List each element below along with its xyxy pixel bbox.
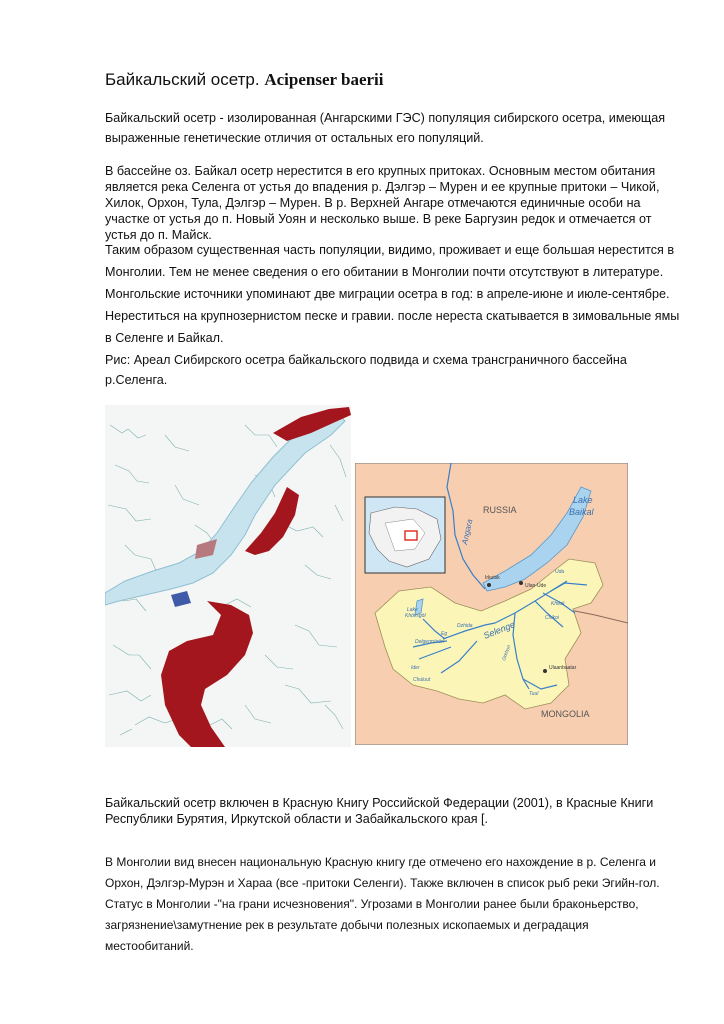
label-khilok: Khilok [551, 601, 565, 607]
label-delgermoron: Delgermörön [415, 639, 444, 645]
page-title [105, 70, 384, 90]
label-lake-baikal-2: Baikal [569, 507, 594, 517]
irkutsk-marker [487, 583, 491, 587]
selenga-basin-map [355, 463, 628, 745]
ulan-ude-marker [519, 581, 523, 585]
label-uda: Uda [555, 569, 565, 575]
title-main: Байкальский осетр. [105, 70, 265, 89]
label-lake-khovsgol-1: Lake [407, 607, 418, 613]
label-mongolia: MONGOLIA [541, 709, 590, 719]
label-orkhon: Orkhon [501, 644, 513, 662]
label-ider: Ider [411, 665, 420, 671]
paragraph-red-book-russia: Байкальский осетр включен в Красную Книгу Российской Федерации (2001), в Красные Книги Республики Бурятия, Иркутской области и Забайкальского края [. [105, 796, 654, 826]
label-eg: Eg [441, 631, 448, 637]
label-chuluut: Chuluut [413, 677, 431, 683]
label-dzhida: Dzhida [457, 623, 473, 629]
label-lake-baikal-1: Lake [573, 495, 593, 505]
figure-caption: Рис: Ареал Сибирского осетра байкальского подвида и схема трансграничного бассейна р.Селенга. [105, 353, 627, 387]
paragraph-intro: Байкальский осетр - изолированная (Ангарскими ГЭС) популяция сибирского осетра, имеющая выраженные генетические отличия от остальных его популяций. [105, 111, 666, 145]
range-map [105, 405, 351, 747]
label-russia: RUSSIA [483, 505, 517, 515]
title-latin-name: Acipenser baerii [264, 70, 384, 89]
label-selenge: Selenge [482, 619, 517, 641]
label-chikoi: Chikoi [545, 615, 559, 621]
inset-locator-map [365, 497, 445, 573]
paragraph-red-book-mongolia: В Монголии вид внесен национальную Красную книгу где отмечено его нахождение в р. Селенга и Орхон, Дэлгэр-Мурэн и Хараа (все -притоки Селенги). Также включен в список рыб реки Эгийн-гол. Статус в Монголии -"на грани исчезновения". Угрозами в Монголии ранее были браконьерство, загрязнение\замутнение рек в результате добычи полезных ископаемых и деградация местообитаний. [105, 855, 660, 953]
label-ulan-ude: Ulan-Ude [525, 583, 547, 589]
label-tuul: Tuul [529, 691, 539, 697]
ulaanbaatar-marker [543, 669, 547, 673]
label-lake-khovsgol-2: Khövsgöl [405, 613, 426, 619]
label-angara: Angara [460, 518, 475, 546]
paragraph-mongolia: Таким образом существенная часть популяции, видимо, проживает и еще большая нерестится в Монголии. Тем не менее сведения о его обитании в Монголии почти отсутствуют в литературе. Монгольские источники упоминают две миграции осетра в год: в апреле-июне и июле-сентябре. Нереститься на крупнозернистом песке и гравии. после нереста скатывается в зимовальные ямы в Селенге и Байкал. [105, 243, 680, 345]
label-ulaanbaatar: Ulaanbaatar [549, 665, 577, 671]
label-irkutsk: Irkutsk [485, 575, 500, 581]
paragraph-habitat: В бассейне оз. Байкал осетр нерестится в его крупных притоках. Основным местом обитания является река Селенга от устья до впадения р. Дэлгэр – Мурен и ее крупные притоки – Чикой, Хилок, Орхон, Тула, Дэлгэр – Мурен. В р. Верхней Ангаре отмечаются единичные особи на участке от устья до п. Новый Уоян и несколько выше. В реке Баргузин редок и отмечается от устья до п. Майск. [105, 164, 660, 242]
